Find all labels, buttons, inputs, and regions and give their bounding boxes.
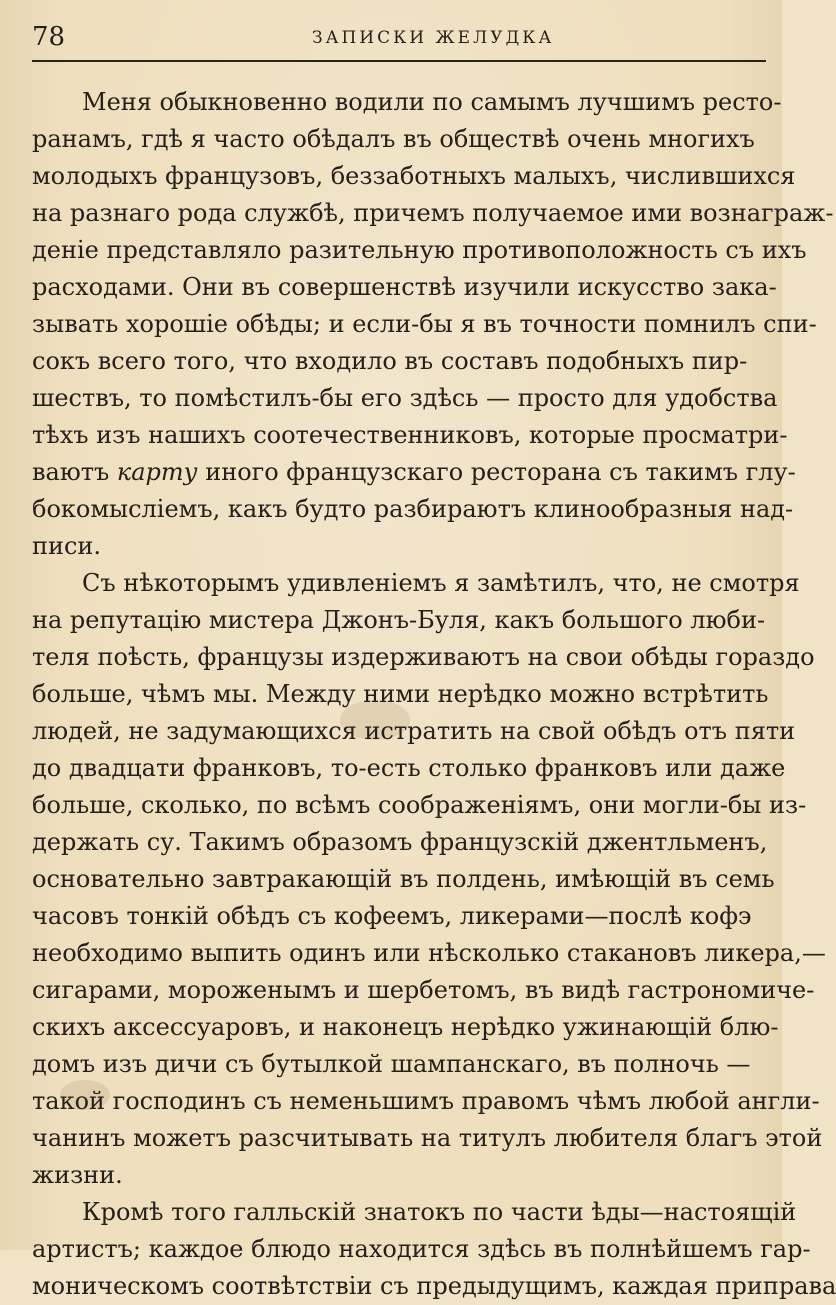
text-line: на репутацію мистера Джонъ-Буля, какъ большого люби- bbox=[32, 606, 766, 634]
text-line: деніе представляло разительную противоположность съ ихъ bbox=[32, 236, 807, 264]
text-fragment: ваютъ bbox=[32, 458, 117, 486]
running-head: ЗАПИСКИ ЖЕЛУДКА bbox=[312, 28, 555, 48]
text-line: писи. bbox=[32, 532, 102, 560]
text-line: шествъ, то помѣстилъ-бы его здѣсь — просто для удобства bbox=[32, 384, 778, 412]
text-line bbox=[32, 454, 796, 491]
text-line: на разнаго рода службѣ, причемъ получаемое ими вознаграж- bbox=[32, 199, 834, 227]
text-line: тѣхъ изъ нашихъ соотечественниковъ, которые просматри- bbox=[32, 421, 788, 449]
text-line: артистъ; каждое блюдо находится здѣсь въ полнѣйшемъ гар- bbox=[32, 1235, 811, 1263]
text-line: молодыхъ французовъ, беззаботныхъ малыхъ, числившихся bbox=[32, 162, 796, 190]
text-line: больше, чѣмъ мы. Между ними нерѣдко можно встрѣтить bbox=[32, 680, 769, 708]
text-line: сокъ всего того, что входило въ составъ подобныхъ пир- bbox=[32, 347, 748, 375]
text-line: жизни. bbox=[32, 1161, 123, 1189]
text-line: зывать хорошіе обѣды; и если-бы я въ точности помнилъ спи- bbox=[32, 310, 817, 338]
italic-word: карту bbox=[116, 458, 198, 486]
text-line: расходами. Они въ совершенствѣ изучили искусство зака- bbox=[32, 273, 777, 301]
text-line: моническомъ соотвѣтствіи съ предыдущимъ, каждая приправа bbox=[32, 1272, 836, 1300]
header-rule bbox=[32, 60, 766, 62]
text-line: Меня обыкновенно водили по самымъ лучшимъ ресто- bbox=[82, 88, 782, 116]
text-line: Съ нѣкоторымъ удивленіемъ я замѣтилъ, что, не смотря bbox=[82, 569, 800, 597]
page-number: 78 bbox=[32, 22, 66, 52]
text-line: домъ изъ дичи съ бутылкой шампанскаго, въ полночь — bbox=[32, 1050, 751, 1078]
text-line: Кромѣ того галльскій знатокъ по части ѣды—настоящій bbox=[82, 1198, 797, 1226]
body-text bbox=[32, 84, 836, 1305]
text-line: теля поѣсть, французы издерживаютъ на свои обѣды гораздо bbox=[32, 643, 815, 671]
text-line: бокомысліемъ, какъ будто разбираютъ клинообразныя над- bbox=[32, 495, 794, 523]
page-header bbox=[32, 18, 766, 58]
text-line: ранамъ, гдѣ я часто обѣдалъ въ обществѣ очень многихъ bbox=[32, 125, 755, 153]
text-line: чанинъ можетъ разсчитывать на титулъ любителя благъ этой bbox=[32, 1124, 823, 1152]
text-line: основательно завтракающій въ полдень, имѣющій въ семь bbox=[32, 865, 775, 893]
text-fragment: иного французскаго ресторана съ такимъ глу- bbox=[197, 458, 796, 486]
text-line: часовъ тонкій обѣдъ съ кофеемъ, ликерами—послѣ кофэ bbox=[32, 902, 752, 930]
text-line: такой господинъ съ неменьшимъ правомъ чѣмъ любой англи- bbox=[32, 1087, 820, 1115]
text-line: держать су. Такимъ образомъ французскій джентльменъ, bbox=[32, 828, 768, 856]
text-line: сигарами, мороженымъ и шербетомъ, въ видѣ гастрономиче- bbox=[32, 976, 815, 1004]
text-line: скихъ аксессуаровъ, и наконецъ нерѣдко ужинающій блю- bbox=[32, 1013, 779, 1041]
text-line: до двадцати франковъ, то-есть столько франковъ или даже bbox=[32, 754, 786, 782]
text-line: больше, сколько, по всѣмъ соображеніямъ, они могли-бы из- bbox=[32, 791, 807, 819]
text-line: необходимо выпить одинъ или нѣсколько стакановъ ликера,— bbox=[32, 939, 826, 967]
text-line: людей, не задумающихся истратить на свой обѣдъ отъ пяти bbox=[32, 717, 796, 745]
